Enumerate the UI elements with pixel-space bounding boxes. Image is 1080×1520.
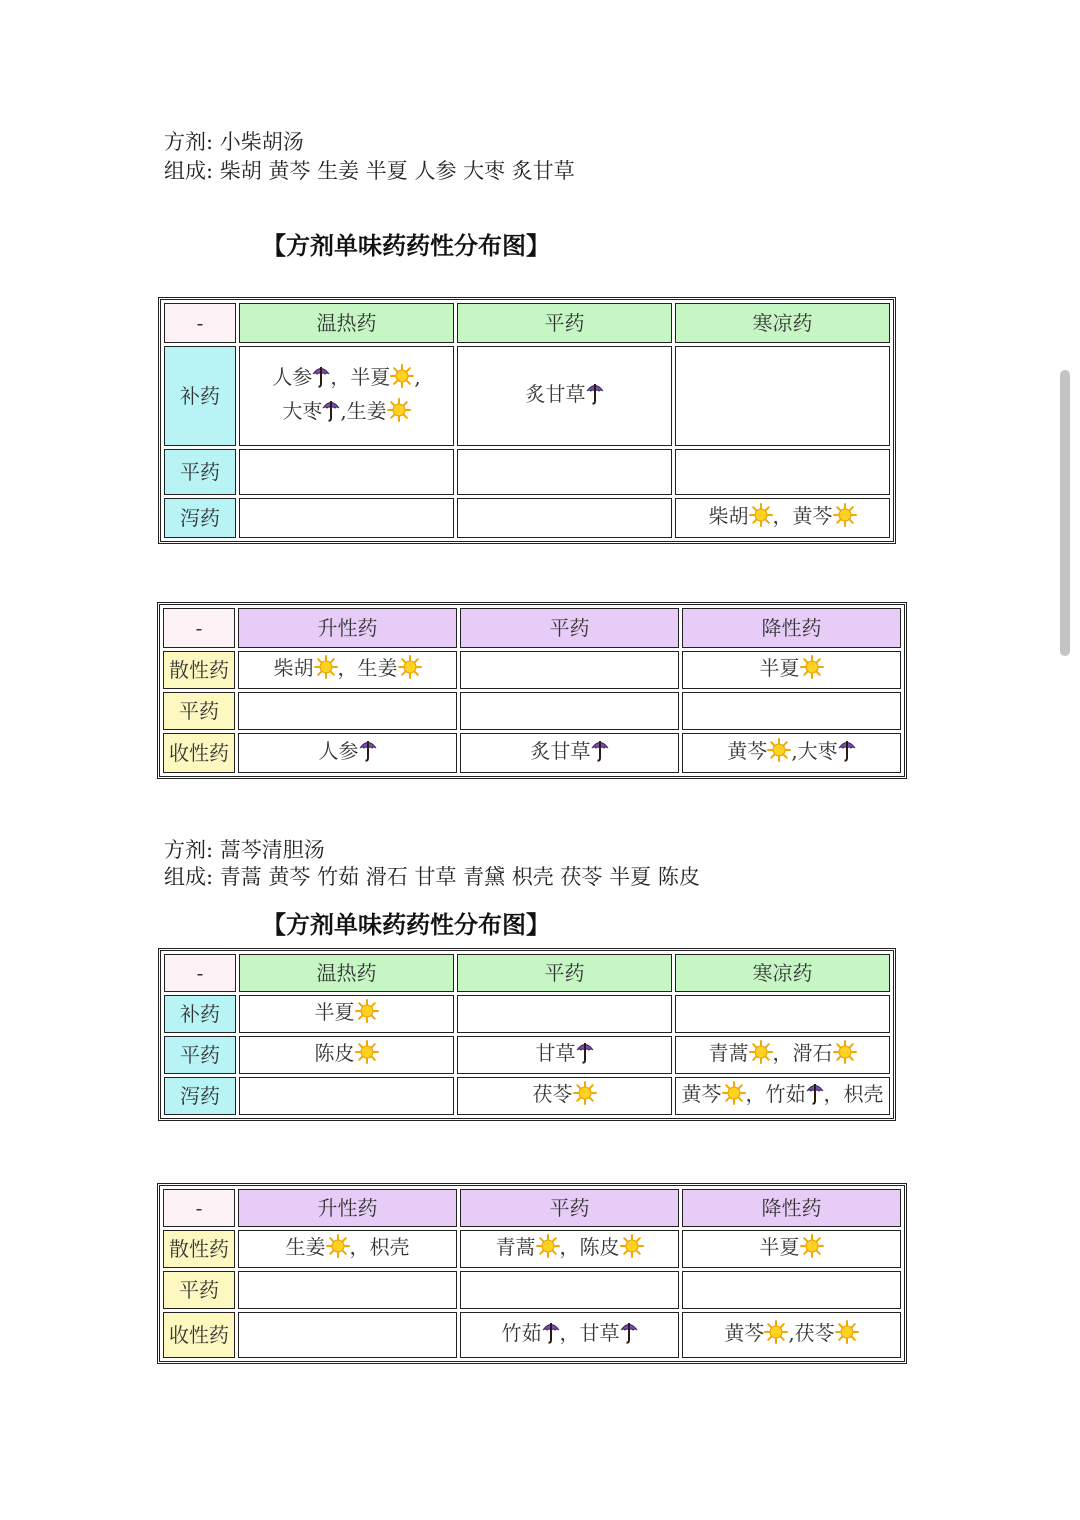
corner-cell: - <box>163 608 235 648</box>
herb-item <box>533 1082 597 1106</box>
herb-separator: ， <box>337 656 358 680</box>
table-cell <box>239 1077 454 1115</box>
row-header: 平药 <box>163 1271 235 1309</box>
herb-item <box>315 1000 379 1024</box>
row-header: 补药 <box>164 346 236 446</box>
table-row <box>163 651 901 689</box>
umbrella-icon <box>576 1040 594 1072</box>
herb-name: 青蒿 <box>708 1041 749 1065</box>
table-cell <box>239 1036 454 1074</box>
row-header: 散性药 <box>163 1230 235 1268</box>
herb-name: 人参 <box>272 365 313 389</box>
row-header: 补药 <box>164 995 236 1033</box>
sun-icon <box>835 1320 859 1352</box>
herb-item <box>760 1235 824 1259</box>
corner-cell: - <box>164 303 236 343</box>
herb-separator: , <box>788 1321 795 1345</box>
table-cell <box>675 449 890 495</box>
column-header: 平药 <box>457 954 672 992</box>
corner-cell: - <box>164 954 236 992</box>
table-cell <box>682 1230 901 1268</box>
sun-icon <box>749 1040 773 1072</box>
table-row <box>164 995 890 1033</box>
table-row <box>163 733 901 773</box>
herb-separator: ， <box>330 365 351 389</box>
umbrella-icon <box>359 738 377 770</box>
table-cell <box>239 498 454 538</box>
sun-icon <box>398 655 422 687</box>
herb-name: 青蒿 <box>495 1235 536 1259</box>
umbrella-icon <box>806 1081 824 1113</box>
sun-icon <box>536 1234 560 1266</box>
chart-heading-1: 【方剂单味药药性分布图】 <box>262 231 550 260</box>
table-cell <box>238 692 457 730</box>
herb-name: 半夏 <box>350 365 391 389</box>
table-cell <box>682 651 901 689</box>
herb-name: 大枣 <box>282 399 323 423</box>
umbrella-icon <box>620 1320 638 1352</box>
formula-line-2: 方剂: 蒿芩清胆汤 <box>164 838 325 862</box>
composition-line-1: 组成: 柴胡 黄芩 生姜 半夏 人参 大枣 炙甘草 <box>164 159 575 183</box>
column-header: 温热药 <box>239 303 454 343</box>
table-row <box>163 1230 901 1268</box>
herb-item <box>844 1082 884 1106</box>
table-cell <box>238 1271 457 1309</box>
sun-icon <box>573 1081 597 1113</box>
sun-icon <box>390 364 414 396</box>
herb-name: 炙甘草 <box>525 382 586 406</box>
herb-name: 茯苓 <box>532 1082 573 1106</box>
herb-name: 黄芩 <box>724 1321 765 1345</box>
sun-icon <box>326 1234 350 1266</box>
herb-item <box>496 1235 580 1259</box>
sun-icon <box>800 1234 824 1266</box>
formula-line-1: 方剂: 小柴胡汤 <box>164 130 304 154</box>
table-cell <box>460 1312 679 1358</box>
herb-name: 甘草 <box>579 1321 620 1345</box>
herb-name: 陈皮 <box>314 1041 355 1065</box>
corner-cell: - <box>163 1189 235 1227</box>
herb-item <box>682 1082 766 1106</box>
herb-item <box>370 1235 410 1259</box>
table-row <box>163 1312 901 1358</box>
row-header: 泻药 <box>164 498 236 538</box>
herb-item <box>286 1235 370 1259</box>
table-row <box>164 449 890 495</box>
herb-item <box>724 1321 794 1345</box>
table-cell <box>457 449 672 495</box>
sun-icon <box>833 1040 857 1072</box>
sun-icon <box>764 1320 788 1352</box>
herb-name: 黄芩 <box>681 1082 722 1106</box>
table-row <box>163 692 901 730</box>
column-header: 升性药 <box>238 1189 457 1227</box>
herb-name: 竹茹 <box>765 1082 806 1106</box>
table-cell <box>682 1312 901 1358</box>
herb-name: 黄芩 <box>727 739 768 763</box>
herb-item <box>798 739 856 763</box>
table-cell <box>238 1230 457 1268</box>
property-table-direction-1 <box>157 602 907 779</box>
table-cell <box>675 346 890 446</box>
herb-item <box>766 1082 844 1106</box>
table-cell <box>675 1036 890 1074</box>
umbrella-icon <box>586 381 604 413</box>
table-cell <box>239 346 454 446</box>
table-cell <box>675 1077 890 1115</box>
herb-item <box>282 399 346 423</box>
herb-name: 枳壳 <box>369 1235 410 1259</box>
table-cell <box>682 733 901 773</box>
column-header: 降性药 <box>682 1189 901 1227</box>
herb-separator: ， <box>772 504 793 528</box>
herb-item <box>502 1321 580 1345</box>
composition-line-2: 组成: 青蒿 黄芩 竹茹 滑石 甘草 青黛 枳壳 茯苓 半夏 陈皮 <box>164 865 700 889</box>
row-header: 平药 <box>164 449 236 495</box>
column-header: 寒凉药 <box>675 954 890 992</box>
header-row <box>163 608 901 648</box>
sun-icon <box>800 655 824 687</box>
herb-name: 生姜 <box>346 399 387 423</box>
herb-name: 半夏 <box>759 656 800 680</box>
herb-separator: ， <box>745 1082 766 1106</box>
herb-separator: ， <box>772 1041 793 1065</box>
column-header: 温热药 <box>239 954 454 992</box>
row-header: 平药 <box>163 692 235 730</box>
sun-icon <box>620 1234 644 1266</box>
column-header: 降性药 <box>682 608 901 648</box>
herb-item <box>531 739 609 763</box>
herb-item <box>526 382 604 406</box>
herb-name: 大枣 <box>797 739 838 763</box>
vertical-scrollbar[interactable] <box>1060 370 1070 656</box>
sun-icon <box>355 1040 379 1072</box>
header-row <box>164 954 890 992</box>
table-cell <box>239 449 454 495</box>
table-cell <box>457 498 672 538</box>
table-row <box>164 1077 890 1115</box>
herb-separator: ， <box>559 1321 580 1345</box>
chart-heading-2: 【方剂单味药药性分布图】 <box>262 910 550 939</box>
table-cell <box>457 995 672 1033</box>
property-table-direction-2 <box>157 1183 907 1364</box>
table-cell <box>460 1271 679 1309</box>
row-header: 收性药 <box>163 733 235 773</box>
table-cell <box>682 692 901 730</box>
herb-separator: ， <box>349 1235 370 1259</box>
herb-name: 生姜 <box>285 1235 326 1259</box>
row-header: 平药 <box>164 1036 236 1074</box>
herb-item <box>347 399 411 423</box>
herb-item <box>315 1041 379 1065</box>
column-header: 升性药 <box>238 608 457 648</box>
herb-name: 滑石 <box>792 1041 833 1065</box>
herb-item <box>536 1041 594 1065</box>
table-cell <box>460 1230 679 1268</box>
herb-name: 竹茹 <box>501 1321 542 1345</box>
sun-icon <box>749 503 773 535</box>
row-header: 泻药 <box>164 1077 236 1115</box>
herb-item <box>709 504 793 528</box>
table-row <box>163 1271 901 1309</box>
table-cell <box>460 651 679 689</box>
herb-item <box>272 365 350 389</box>
sun-icon <box>833 503 857 535</box>
herb-name: 生姜 <box>357 656 398 680</box>
table-cell <box>238 733 457 773</box>
sun-icon <box>387 398 411 430</box>
herb-separator: ， <box>559 1235 580 1259</box>
herb-item <box>580 1321 638 1345</box>
umbrella-icon <box>542 1320 560 1352</box>
sun-icon <box>767 738 791 770</box>
herb-separator: ， <box>823 1082 844 1106</box>
herb-item <box>580 1235 644 1259</box>
herb-name: 枳壳 <box>843 1082 884 1106</box>
table-cell <box>457 1036 672 1074</box>
herb-name: 黄芩 <box>792 504 833 528</box>
table-cell <box>675 498 890 538</box>
table-cell <box>239 995 454 1033</box>
table-cell <box>460 733 679 773</box>
sun-icon <box>314 655 338 687</box>
header-row <box>163 1189 901 1227</box>
herb-item <box>319 739 377 763</box>
umbrella-icon <box>322 398 340 430</box>
table-cell <box>675 995 890 1033</box>
column-header: 平药 <box>457 303 672 343</box>
sun-icon <box>722 1081 746 1113</box>
property-table-temperature-2 <box>158 948 896 1121</box>
herb-item <box>709 1041 793 1065</box>
herb-name: 炙甘草 <box>530 739 591 763</box>
table-row <box>164 498 890 538</box>
table-cell <box>457 346 672 446</box>
herb-name: 半夏 <box>759 1235 800 1259</box>
herb-name: 甘草 <box>535 1041 576 1065</box>
column-header: 平药 <box>460 1189 679 1227</box>
table-cell <box>460 692 679 730</box>
table-cell <box>457 1077 672 1115</box>
herb-item <box>793 1041 857 1065</box>
table-row <box>164 1036 890 1074</box>
umbrella-icon <box>591 738 609 770</box>
herb-item <box>727 739 797 763</box>
table-cell <box>238 1312 457 1358</box>
herb-item <box>793 504 857 528</box>
sun-icon <box>355 999 379 1031</box>
herb-name: 茯苓 <box>794 1321 835 1345</box>
herb-name: 柴胡 <box>708 504 749 528</box>
table-cell <box>238 651 457 689</box>
row-header: 散性药 <box>163 651 235 689</box>
herb-name: 陈皮 <box>579 1235 620 1259</box>
table-cell <box>682 1271 901 1309</box>
herb-item <box>350 365 420 389</box>
column-header: 寒凉药 <box>675 303 890 343</box>
herb-separator: , <box>791 739 798 763</box>
herb-name: 半夏 <box>314 1000 355 1024</box>
header-row <box>164 303 890 343</box>
table-row <box>164 346 890 446</box>
property-table-temperature-1 <box>158 297 896 544</box>
herb-separator: , <box>414 365 421 389</box>
column-header: 平药 <box>460 608 679 648</box>
herb-item <box>358 656 422 680</box>
herb-name: 柴胡 <box>273 656 314 680</box>
herb-separator: , <box>340 399 347 423</box>
umbrella-icon <box>312 364 330 396</box>
umbrella-icon <box>838 738 856 770</box>
herb-item <box>760 656 824 680</box>
herb-name: 人参 <box>318 739 359 763</box>
row-header: 收性药 <box>163 1312 235 1358</box>
herb-item <box>274 656 358 680</box>
herb-item <box>795 1321 859 1345</box>
